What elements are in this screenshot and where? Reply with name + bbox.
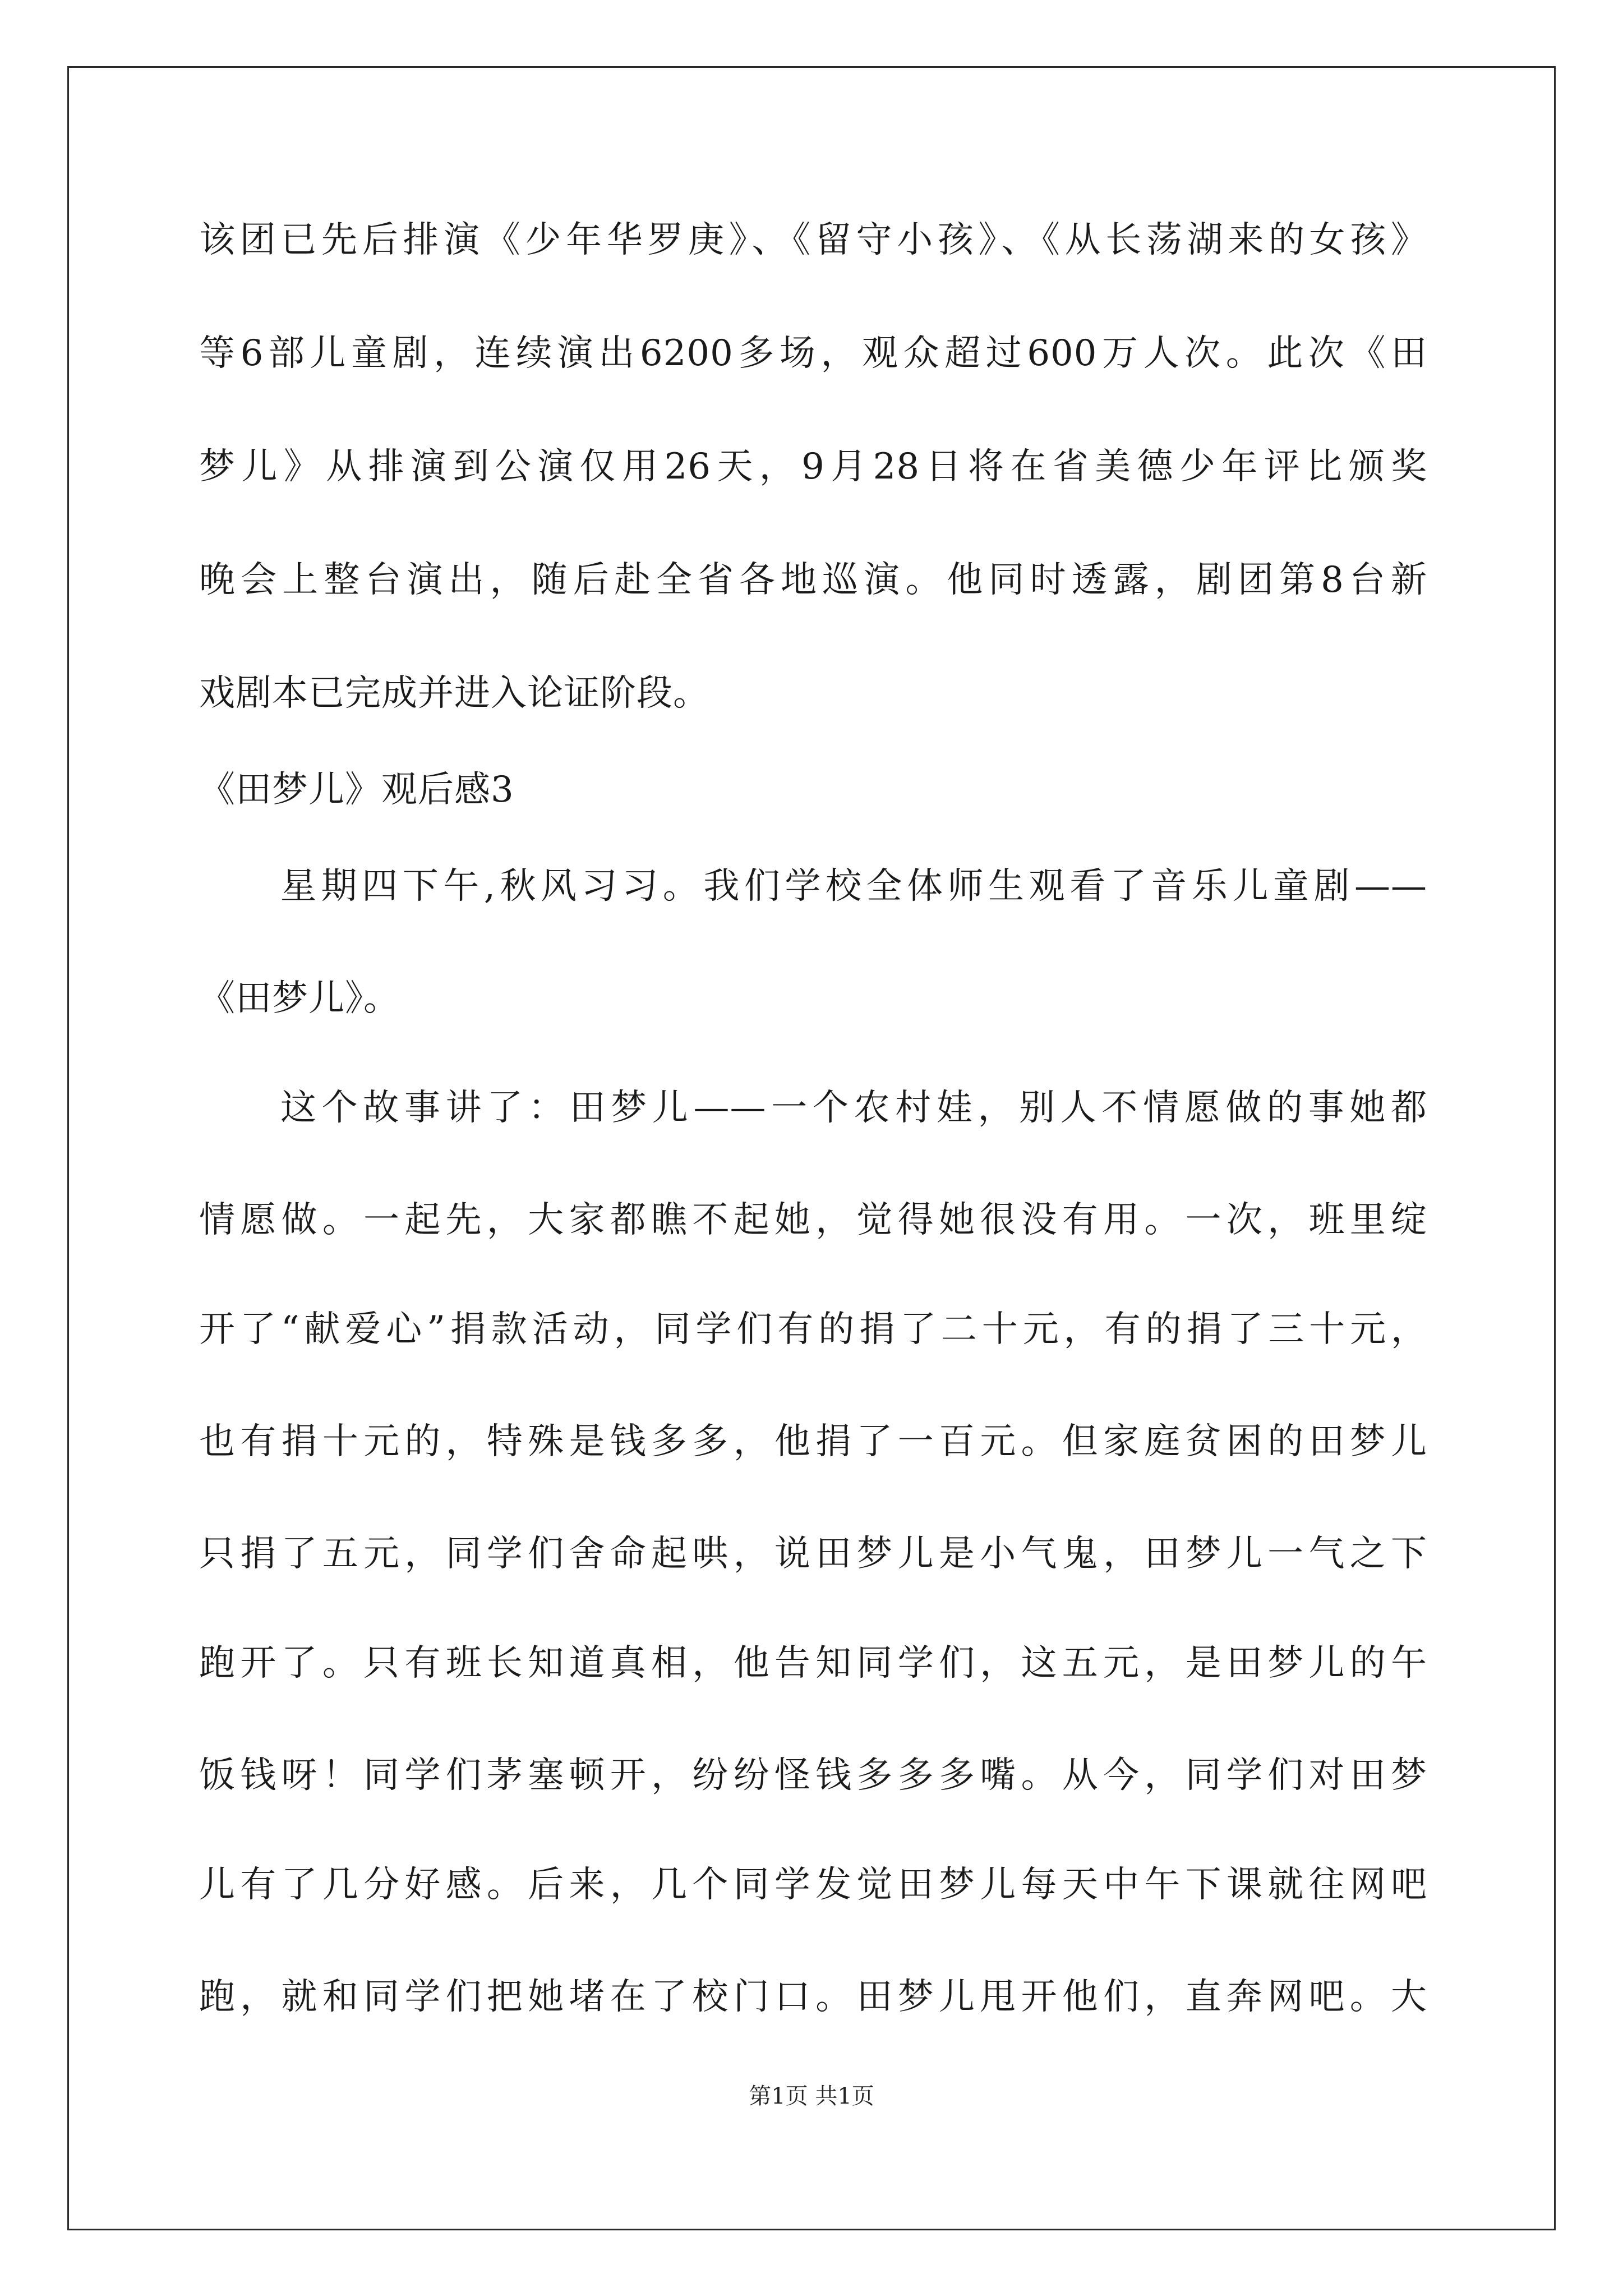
body-line-7: 《田梦儿》。 — [199, 978, 400, 1019]
body-line-9: 情愿做。一起先，大家都瞧不起她，觉得她很没有用。一次，班里绽 — [199, 1199, 1427, 1241]
body-line-3: 梦儿》从排演到公演仅用26天，9月28日将在省美德少年评比颁奖 — [199, 446, 1427, 487]
body-line-5: 戏剧本已完成并进入论证阶段。 — [199, 673, 709, 714]
body-line-6: 星期四下午,秋风习习。我们学校全体师生观看了音乐儿童剧—— — [280, 866, 1427, 907]
body-line-10: 开了“献爱心”捐款活动，同学们有的捐了二十元，有的捐了三十元， — [199, 1309, 1427, 1350]
body-line-13: 跑开了。只有班长知道真相，他告知同学们，这五元，是田梦儿的午 — [199, 1642, 1427, 1684]
body-line-16: 跑，就和同学们把她堵在了校门口。田梦儿甩开他们，直奔网吧。大 — [199, 1976, 1427, 2018]
body-line-2: 等6部儿童剧，连续演出6200多场，观众超过600万人次。此次《田 — [199, 333, 1427, 374]
body-line-14: 饭钱呀！同学们茅塞顿开，纷纷怪钱多多多嘴。从今，同学们对田梦 — [199, 1755, 1427, 1796]
body-line-15: 儿有了几分好感。后来，几个同学发觉田梦儿每天中午下课就往网吧 — [199, 1864, 1427, 1906]
body-line-11: 也有捐十元的，特殊是钱多多，他捐了一百元。但家庭贫困的田梦儿 — [199, 1421, 1427, 1462]
body-line-1: 该团已先后排演《少年华罗庚》、《留守小孩》、《从长荡湖来的女孩》 — [199, 219, 1427, 261]
body-line-4: 晚会上整台演出，随后赴全省各地巡演。他同时透露，剧团第8台新 — [199, 559, 1427, 601]
body-line-12: 只捐了五元，同学们舍命起哄，说田梦儿是小气鬼，田梦儿一气之下 — [199, 1533, 1427, 1575]
section-heading: 《田梦儿》观后感3 — [199, 769, 514, 811]
body-line-8: 这个故事讲了：田梦儿——一个农村娃，别人不情愿做的事她都 — [280, 1087, 1427, 1129]
page-footer: 第1页 共1页 — [749, 2083, 874, 2109]
